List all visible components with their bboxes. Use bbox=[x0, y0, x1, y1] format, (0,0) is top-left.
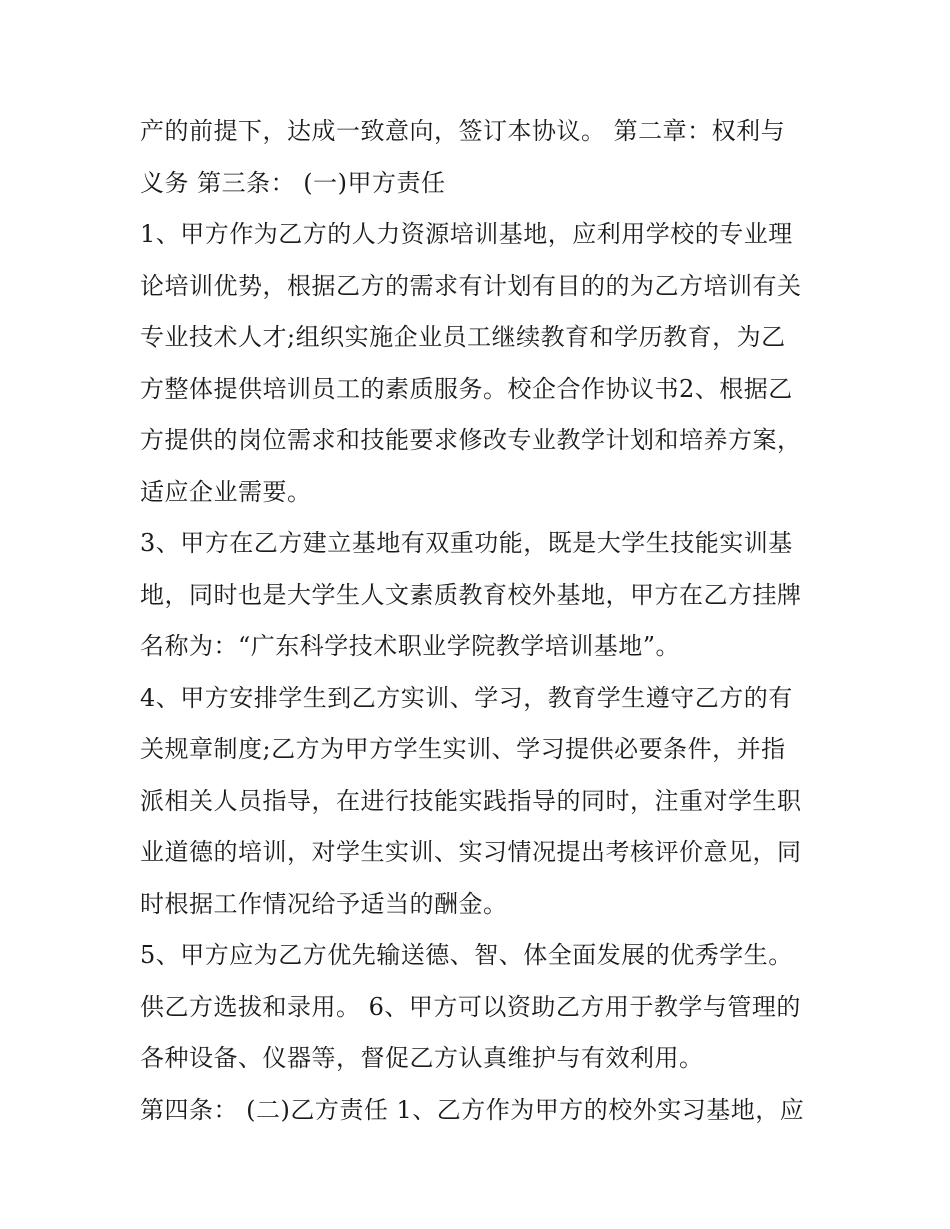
text-line: 业道德的培训，对学生实训、实习情况提出考核评价意见，同 bbox=[140, 838, 802, 866]
text-line: 1、甲方作为乙方的人力资源培训基地，应利用学校的专业理 bbox=[140, 220, 793, 248]
text-line: 产的前提下，达成一致意向，签订本协议。 第二章：权利与 bbox=[140, 117, 786, 145]
document-body bbox=[140, 106, 820, 1136]
text-line: 方提供的岗位需求和技能要求修改专业教学计划和培养方案， bbox=[140, 426, 802, 454]
text-line: 供乙方选拔和录用。 6、甲方可以资助乙方用于教学与管理的 bbox=[140, 992, 801, 1021]
text-line: 3、甲方在乙方建立基地有双重功能，既是大学生技能实训基 bbox=[140, 529, 793, 557]
text-line: 义务 第三条： (一)甲方责任 bbox=[140, 168, 446, 197]
text-line: 时根据工作情况给予适当的酬金。 bbox=[140, 889, 508, 918]
text-line: 4、甲方安排学生到乙方实训、学习，教育学生遵守乙方的有 bbox=[140, 683, 793, 712]
text-line: 论培训优势，根据乙方的需求有计划有目的的为乙方培训有关 bbox=[140, 271, 802, 300]
text-line: 适应企业需要。 bbox=[140, 477, 312, 506]
text-line: 派相关人员指导，在进行技能实践指导的同时，注重对学生职 bbox=[140, 786, 802, 815]
text-line: 地，同时也是大学生人文素质教育校外基地，甲方在乙方挂牌 bbox=[140, 580, 802, 609]
text-line: 方整体提供培训员工的素质服务。校企合作协议书2、根据乙 bbox=[140, 374, 793, 403]
text-line: 第四条： (二)乙方责任 1、乙方作为甲方的校外实习基地，应 bbox=[140, 1095, 805, 1124]
text-line: 关规章制度;乙方为甲方学生实训、学习提供必要条件，并指 bbox=[140, 735, 786, 763]
text-line: 5、甲方应为乙方优先输送德、智、体全面发展的优秀学生。 bbox=[140, 941, 793, 969]
text-line: 专业技术人才;组织实施企业员工继续教育和学历教育，为乙 bbox=[140, 323, 786, 351]
text-line: 名称为：“广东科学技术职业学院教学培训基地”。 bbox=[140, 632, 681, 660]
text-line: 各种设备、仪器等，督促乙方认真维护与有效利用。 bbox=[140, 1044, 704, 1072]
